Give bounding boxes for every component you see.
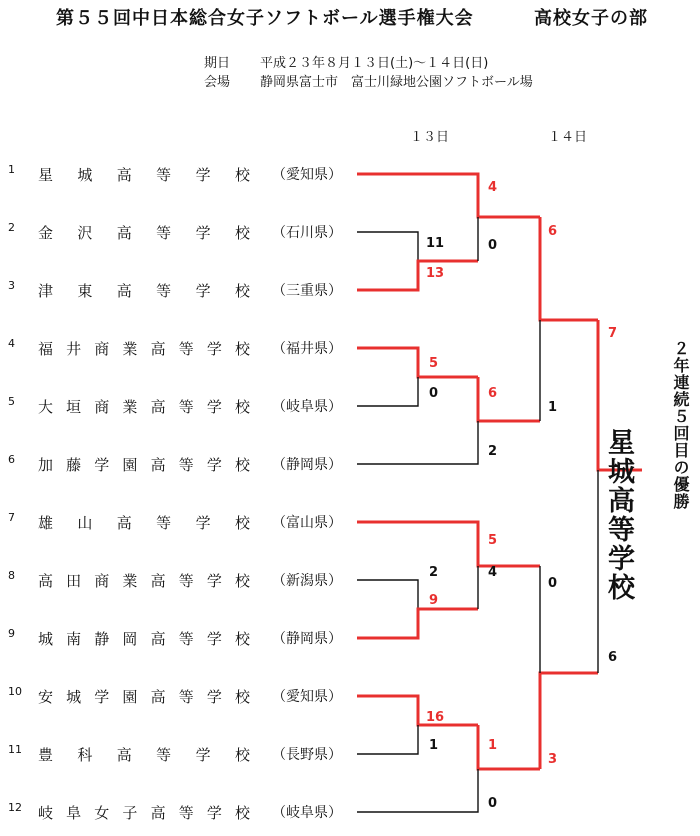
bracket-line-loser — [357, 725, 418, 754]
team-name-char: 雄 — [38, 514, 54, 532]
team-prefecture: （福井県） — [272, 341, 342, 357]
team-name-char: 高 — [150, 340, 166, 358]
team-name-char: 女 — [94, 804, 110, 822]
team-seed: 5 — [8, 395, 15, 408]
score-s2-loser: 0 — [548, 576, 558, 591]
team-name-char: 商 — [94, 340, 110, 358]
bracket-line-winner — [357, 609, 478, 638]
team-name-char: 校 — [234, 224, 250, 242]
team-name-char: 高 — [150, 572, 166, 590]
team-prefecture: （富山県） — [272, 515, 342, 531]
team-prefecture: （石川県） — [272, 225, 342, 241]
team-name-char: 高 — [150, 688, 166, 706]
score-q4-loser: 0 — [488, 796, 498, 811]
team-seed: 1 — [8, 163, 15, 176]
team-prefecture: （三重県） — [272, 283, 342, 299]
team-name-char: 校 — [234, 282, 250, 300]
team-name-char: 学 — [94, 456, 110, 474]
bracket-line-winner — [357, 696, 478, 725]
team-name-char: 高 — [116, 224, 132, 242]
team-name-char: 科 — [77, 746, 93, 764]
team-name-char: 園 — [122, 456, 138, 474]
bracket-line-winner — [357, 261, 478, 290]
team-name-char: 等 — [156, 224, 172, 242]
team-seed: 6 — [8, 453, 15, 466]
team-name-char: 学 — [206, 340, 222, 358]
team-seed: 2 — [8, 221, 15, 234]
team-name-char: 田 — [66, 572, 82, 590]
division-title: 高校女子の部 — [534, 8, 648, 29]
tournament-title: 第５５回中日本総合女子ソフトボール選手権大会 — [56, 8, 474, 29]
team-name-char: 業 — [122, 340, 138, 358]
team-prefecture: （愛知県） — [272, 689, 342, 705]
team-name-char: 城 — [77, 166, 93, 184]
team-name-char: 等 — [178, 456, 194, 474]
team-seed: 11 — [8, 743, 22, 756]
team-name-char: 学 — [195, 282, 211, 300]
team-name-char: 津 — [38, 282, 54, 300]
champion-name: 星城高等学校 — [603, 428, 634, 602]
score-q4-winner: 1 — [488, 738, 498, 753]
score-final-loser: 6 — [608, 650, 618, 665]
team-name-char: 高 — [150, 398, 166, 416]
team-seed: 12 — [8, 801, 22, 814]
team-name-char: 業 — [122, 572, 138, 590]
team-name-char: 南 — [66, 630, 82, 648]
score-q1-winner: 4 — [488, 180, 498, 195]
team-name-char: 商 — [94, 398, 110, 416]
date-value: 平成２３年８月１３日(土)～１４日(日) — [260, 56, 489, 71]
team-seed: 3 — [8, 279, 15, 292]
score-final-winner: 7 — [608, 326, 618, 341]
team-name-char: 豊 — [38, 746, 54, 764]
score-m4-loser: 1 — [429, 738, 439, 753]
score-q2-loser: 2 — [488, 444, 498, 459]
team-prefecture: （岐阜県） — [272, 399, 342, 415]
team-name-char: 高 — [150, 630, 166, 648]
team-name-char: 学 — [206, 398, 222, 416]
team-name-char: 学 — [94, 688, 110, 706]
team-name-char: 高 — [150, 456, 166, 474]
score-m4-winner: 16 — [426, 710, 445, 725]
team-prefecture: （岐阜県） — [272, 805, 342, 821]
team-name-char: 等 — [178, 340, 194, 358]
team-name-char: 福 — [38, 340, 54, 358]
score-s1-loser: 1 — [548, 400, 558, 415]
team-name-char: 学 — [195, 514, 211, 532]
team-name-char: 業 — [122, 398, 138, 416]
team-name-char: 静 — [94, 630, 110, 648]
bracket-line-winner — [357, 174, 540, 217]
team-name-char: 商 — [94, 572, 110, 590]
team-name-char: 学 — [206, 572, 222, 590]
team-name-char: 城 — [38, 630, 54, 648]
team-prefecture: （新潟県） — [272, 573, 342, 589]
team-name-char: 高 — [150, 804, 166, 822]
team-name-char: 大 — [38, 398, 54, 416]
team-name-char: 校 — [234, 340, 250, 358]
score-m2-winner: 5 — [429, 356, 439, 371]
team-name-char: 学 — [206, 456, 222, 474]
team-name-char: 校 — [234, 746, 250, 764]
team-name-char: 金 — [38, 224, 54, 242]
score-q2-winner: 6 — [488, 386, 498, 401]
bracket-line-loser — [357, 232, 418, 261]
team-name-char: 校 — [234, 166, 250, 184]
team-name-char: 等 — [156, 166, 172, 184]
bracket-line-winner — [357, 522, 540, 566]
team-name-char: 等 — [178, 572, 194, 590]
score-s2-winner: 3 — [548, 752, 558, 767]
score-m2-loser: 0 — [429, 386, 439, 401]
bracket-line-loser — [357, 769, 478, 812]
team-name-char: 校 — [234, 514, 250, 532]
team-name-char: 校 — [234, 804, 250, 822]
team-name-char: 等 — [156, 746, 172, 764]
team-name-char: 等 — [156, 514, 172, 532]
bracket-line-loser — [357, 421, 478, 464]
team-seed: 10 — [8, 685, 22, 698]
team-name-char: 等 — [178, 804, 194, 822]
score-m1-winner: 13 — [426, 266, 445, 281]
team-seed: 8 — [8, 569, 15, 582]
team-name-char: 学 — [195, 746, 211, 764]
bracket-line-winner — [357, 348, 478, 377]
team-name-char: 高 — [116, 282, 132, 300]
date-label: 期日 — [204, 56, 231, 71]
score-q3-loser: 4 — [488, 565, 498, 580]
team-seed: 7 — [8, 511, 15, 524]
team-name-char: 阜 — [66, 804, 82, 822]
team-name-char: 学 — [206, 804, 222, 822]
team-name-char: 藤 — [66, 456, 82, 474]
team-name-char: 高 — [116, 514, 132, 532]
team-name-char: 岐 — [38, 804, 54, 822]
team-name-char: 安 — [38, 688, 54, 706]
venue-label: 会場 — [204, 75, 231, 90]
team-name-char: 園 — [122, 688, 138, 706]
team-prefecture: （静岡県） — [272, 457, 342, 473]
team-name-char: 学 — [195, 224, 211, 242]
team-name-char: 垣 — [66, 398, 82, 416]
score-m3-loser: 2 — [429, 565, 439, 580]
team-name-char: 学 — [206, 688, 222, 706]
team-prefecture: （静岡県） — [272, 631, 342, 647]
bracket-line-loser — [357, 377, 418, 406]
champion-note: ２年連続５回目の優勝 — [671, 340, 690, 510]
team-name-char: 子 — [122, 804, 138, 822]
team-name-char: 等 — [178, 630, 194, 648]
team-name-char: 岡 — [122, 630, 138, 648]
team-name-char: 加 — [38, 456, 54, 474]
score-m1-loser: 11 — [426, 236, 445, 251]
score-m3-winner: 9 — [429, 593, 439, 608]
team-name-char: 等 — [178, 398, 194, 416]
team-seed: 9 — [8, 627, 15, 640]
team-seed: 4 — [8, 337, 15, 350]
team-name-char: 城 — [66, 688, 82, 706]
day-header-14: １４日 — [548, 130, 588, 145]
team-name-char: 校 — [234, 398, 250, 416]
team-name-char: 校 — [234, 630, 250, 648]
venue-value: 静岡県富士市 富士川緑地公園ソフトボール場 — [260, 75, 533, 90]
team-name-char: 校 — [234, 688, 250, 706]
team-prefecture: （長野県） — [272, 747, 342, 763]
team-name-char: 高 — [38, 572, 54, 590]
team-name-char: 井 — [66, 340, 82, 358]
team-prefecture: （愛知県） — [272, 167, 342, 183]
team-name-char: 学 — [195, 166, 211, 184]
team-name-char: 星 — [38, 166, 54, 184]
score-s1-winner: 6 — [548, 224, 558, 239]
team-name-char: 高 — [116, 746, 132, 764]
score-q3-winner: 5 — [488, 533, 498, 548]
team-name-char: 学 — [206, 630, 222, 648]
bracket-line-loser — [357, 580, 418, 609]
team-name-char: 校 — [234, 572, 250, 590]
team-name-char: 山 — [77, 514, 93, 532]
team-name-char: 等 — [156, 282, 172, 300]
team-name-char: 沢 — [77, 224, 93, 242]
team-name-char: 校 — [234, 456, 250, 474]
team-name-char: 高 — [116, 166, 132, 184]
day-header-13: １３日 — [410, 130, 450, 145]
team-name-char: 東 — [77, 282, 93, 300]
score-q1-loser: 0 — [488, 238, 498, 253]
team-name-char: 等 — [178, 688, 194, 706]
